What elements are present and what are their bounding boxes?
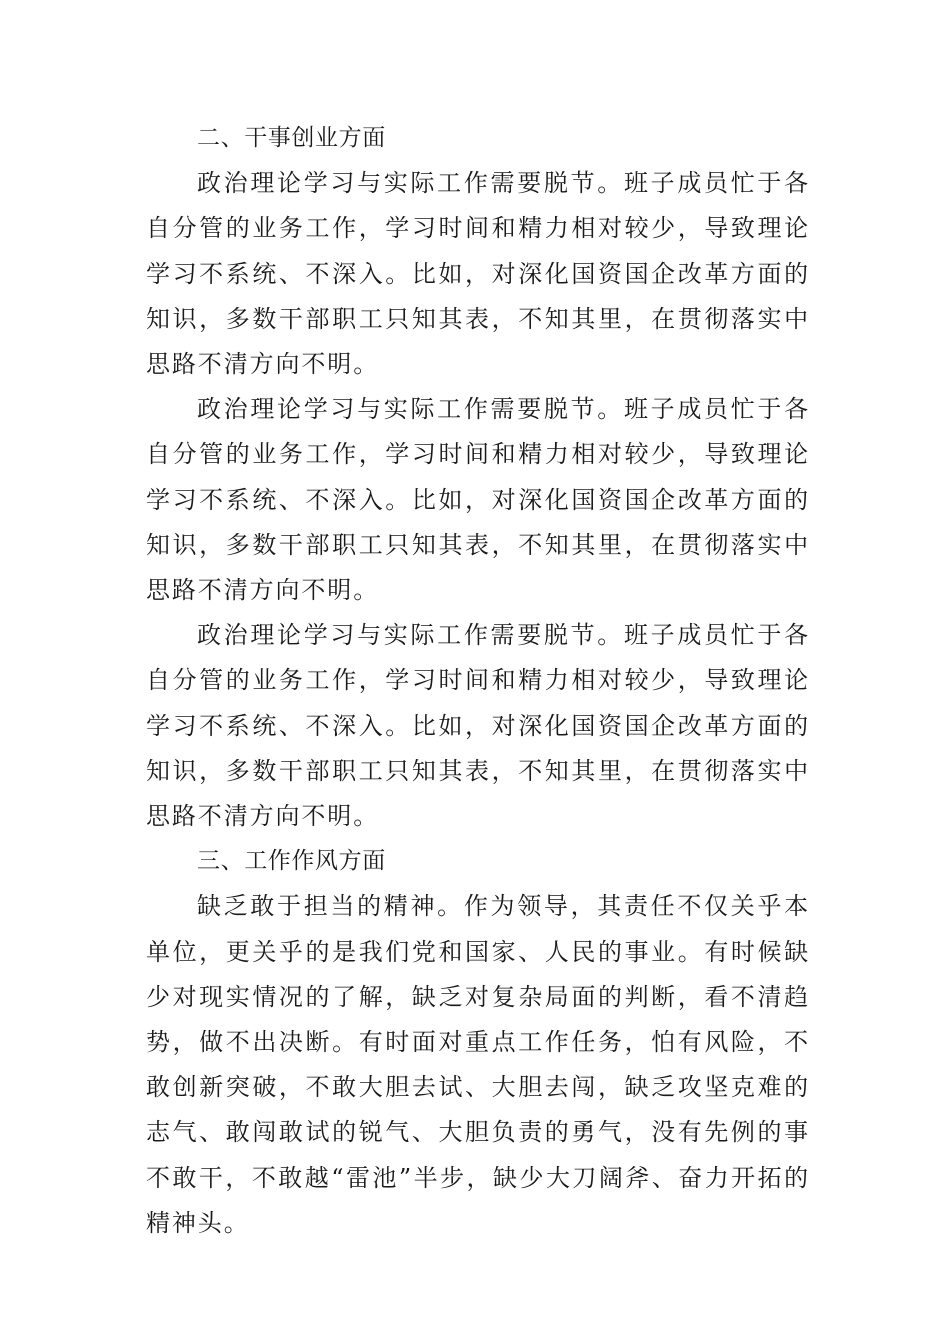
paragraph: 政治理论学习与实际工作需要脱节。班子成员忙于各自分管的业务工作，学习时间和精力相对较少，导致理论学习不系统、不深入。比如，对深化国资国企改革方面的知识，多数干部职工只知其表，不知其里，在贯彻落实中思路不清方向不明。 xyxy=(146,621,810,831)
paragraph: 政治理论学习与实际工作需要脱节。班子成员忙于各自分管的业务工作，学习时间和精力相对较少，导致理论学习不系统、不深入。比如，对深化国资国企改革方面的知识，多数干部职工只知其表，不知其里，在贯彻落实中思路不清方向不明。 xyxy=(146,395,810,605)
section-heading-career: 二、干事创业方面 xyxy=(197,125,386,151)
document-body xyxy=(146,116,810,1246)
section-heading-work-style: 三、工作作风方面 xyxy=(197,848,386,875)
paragraph: 政治理论学习与实际工作需要脱节。班子成员忙于各自分管的业务工作，学习时间和精力相对较少，导致理论学习不系统、不深入。比如，对深化国资国企改革方面的知识，多数干部职工只知其表，不知其里，在贯彻落实中思路不清方向不明。 xyxy=(146,169,810,379)
paragraph: 缺乏敢于担当的精神。作为领导，其责任不仅关乎本单位，更关乎的是我们党和国家、人民的事业。有时候缺少对现实情况的了解，缺乏对复杂局面的判断，看不清趋势，做不出决断。有时面对重点工作任务，怕有风险，不敢创新突破，不敢大胆去试、大胆去闯，缺乏攻坚克难的志气、敢闯敢试的锐气、大胆负责的勇气，没有先例的事不敢干，不敢越“雷池”半步，缺少大刀阔斧、奋力开拓的精神头。 xyxy=(146,892,810,1237)
